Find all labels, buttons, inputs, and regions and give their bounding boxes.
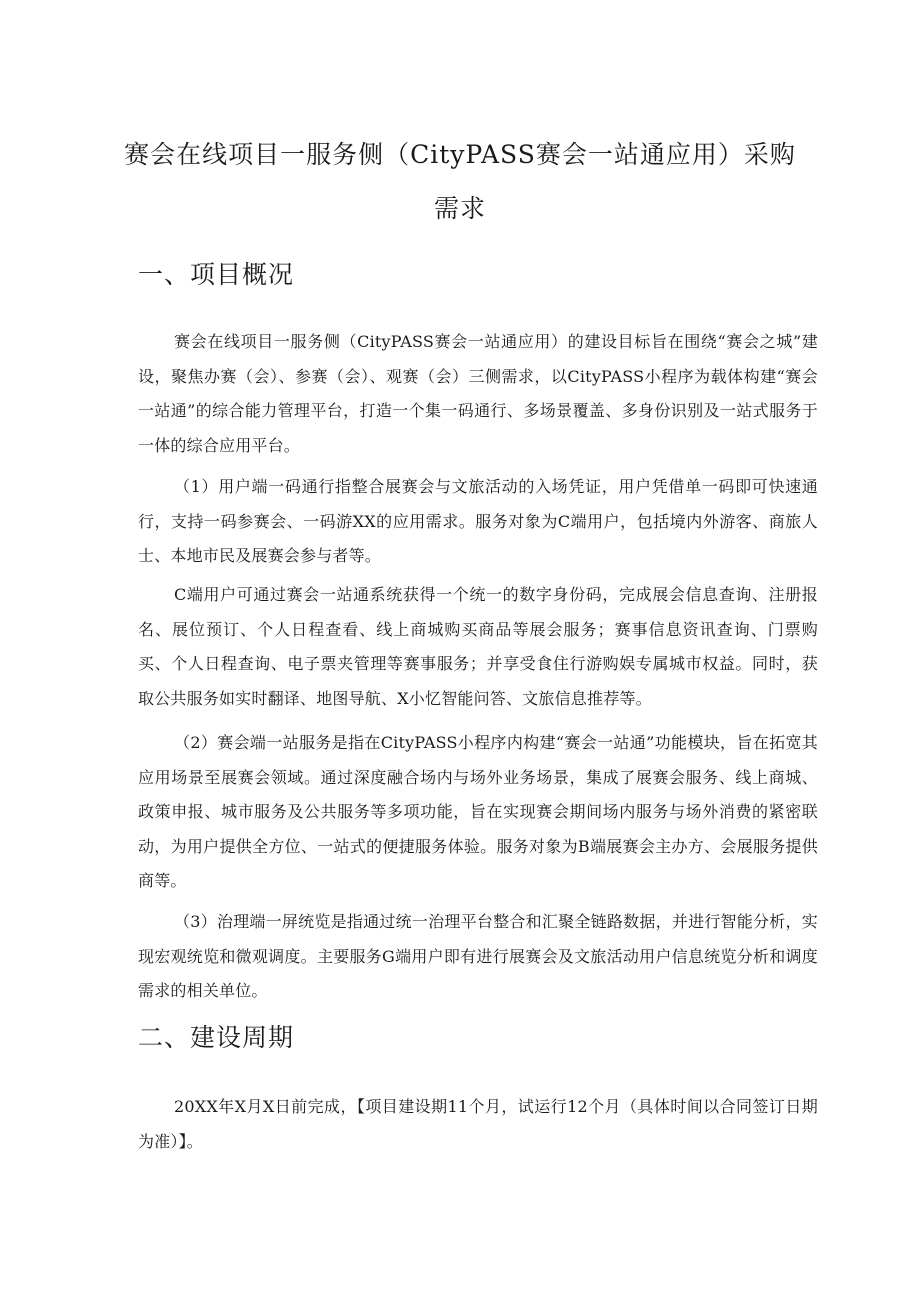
paragraph-user-end: （1）用户端一码通行指整合展赛会与文旅活动的入场凭证，用户凭借单一码即可快速通行，支持一码参赛会、一码游XX的应用需求。服务对象为C端用户，包括境内外游客、商旅人士、本地市民及展赛会参与者等。 — [138, 477, 818, 565]
paragraph-event-end: （2）赛会端一站服务是指在CityPASS小程序内构建“赛会一站通”功能模块，旨在拓宽其应用场景至展赛会领域。通过深度融合场内与场外业务场景，集成了展赛会服务、线上商城、政策申报、城市服务及公共服务等多项功能，旨在实现赛会期间场内服务与场外消费的紧密联动，为用户提供全方位、一站式的便捷服务体验。服务对象为B端展赛会主办方、会展服务提供商等。 — [138, 733, 818, 890]
paragraph-c-end-services: C端用户可通过赛会一站通系统获得一个统一的数字身份码，完成展会信息查询、注册报名、展位预订、个人日程查看、线上商城购买商品等展会服务；赛事信息资讯查询、门票购买、个人日程查询、电子票夹管理等赛事服务；并享受食住行游购娱专属城市权益。同时，获取公共服务如实时翻译、地图导航、X小忆智能问答、文旅信息推荐等。 — [138, 585, 818, 708]
paragraph-overview-intro: 赛会在线项目一服务侧（CityPASS赛会一站通应用）的建设目标旨在围绕“赛会之城”建设，聚焦办赛（会）、参赛（会）、观赛（会）三侧需求，以CityPASS小程序为载体构建“赛会一站通”的综合能力管理平台，打造一个集一码通行、多场景覆盖、多身份识别及一站式服务于一体的综合应用平台。 — [138, 332, 818, 455]
section-heading-overview: 一、项目概况 — [138, 260, 295, 289]
section-heading-construction-period: 二、建设周期 — [138, 1023, 295, 1052]
paragraph-construction-period: 20XX年X月X日前完成，【项目建设期11个月，试运行12个月（具体时间以合同签订日期为准）】。 — [138, 1097, 818, 1151]
paragraph-governance-end: （3）治理端一屏统览是指通过统一治理平台整合和汇聚全链路数据，并进行智能分析，实现宏观统览和微观调度。主要服务G端用户即有进行展赛会及文旅活动用户信息统览分析和调度需求的相关单位。 — [138, 912, 818, 1000]
document-title: 赛会在线项目一服务侧（CityPASS赛会一站通应用）采购需求 — [124, 140, 796, 223]
